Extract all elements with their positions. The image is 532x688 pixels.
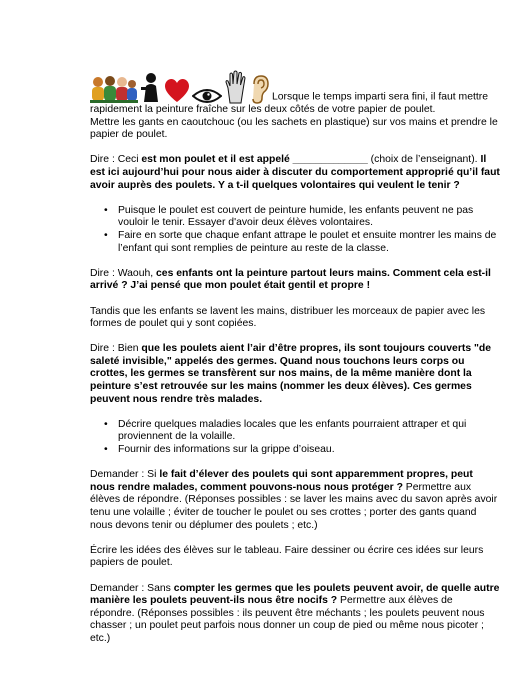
- hand-icon: [224, 70, 248, 104]
- bullet-list-2: [90, 419, 500, 457]
- ear-icon: [250, 74, 270, 104]
- p5-bold-b: le fait d’élever des poulets qui sont apparemment propres, peut nous rendre malades, comment pouvons-nous nous protéger ?: [90, 469, 473, 493]
- p7-text-a: Demander : Sans: [90, 582, 174, 594]
- p5-text-c: Permettre aux élèves de répondre. (Réponses possibles : se laver les mains avec du savon après avoir tenu une volaille ; éviter de toucher le poulet ou ses crottes ; porter des gants quand nous devons tenir ou déplumer des poulets ; etc.): [90, 481, 498, 531]
- p1-text-c: (choix de l’enseignant).: [367, 154, 481, 166]
- intro-line-2: Mettre les gants en caoutchouc (ou les sachets en plastique) sur vos mains et prendre le papier de poulet.: [90, 116, 498, 141]
- paragraph-ask-protect: [90, 469, 500, 532]
- people-group-icon: [90, 74, 138, 104]
- list-item: • Faire en sorte que chaque enfant attrape le poulet et ensuite montrer les mains de l’enfant qui sont remplies de peinture au reste de la classe.: [118, 230, 500, 255]
- paragraph-say-chicken: [90, 154, 500, 192]
- paragraph-say-germs: [90, 343, 500, 406]
- document-body: [90, 68, 500, 658]
- intro-line-1: Lorsque le temps imparti sera fini, il faut mettre rapidement la peinture fraîche sur les deux côtés de votre papier de poulet.: [90, 91, 488, 115]
- p5-text-a: Demander : Si: [90, 469, 160, 481]
- p1-text-a: Dire : Ceci: [90, 154, 142, 166]
- heart-icon: [164, 78, 190, 104]
- p7-bold-b: compter les germes que les poulets peuvent avoir, de quelle autre manière les poulets peuvent-ils nous être nocifs ?: [90, 582, 500, 607]
- list-item: • Puisque le poulet est couvert de peinture humide, les enfants peuvent ne pas vouloir le tenir. Essayer d'avoir deux élèves volontaires.: [118, 205, 500, 230]
- paragraph-say-waouh: [90, 268, 500, 293]
- p7-text-c: Permettre aux élèves de répondre. (Réponses possibles : ils peuvent être méchants ; les poulets peuvent nous chasser ; un poulet peut parfois nous donner un coup de pied ou même nous picoter ; etc.): [90, 595, 485, 644]
- paragraph-wash-hands: Tandis que les enfants se lavent les mains, distribuer les morceaux de papier avec les formes de poulet qui y sont copiées.: [90, 305, 486, 330]
- p4-text-a: Dire : Bien: [90, 343, 142, 355]
- p2-text-a: Dire : Waouh,: [90, 267, 157, 279]
- bullet-list-1: [90, 205, 500, 255]
- paragraph-write-ideas: Écrire les idées des élèves sur le tableau. Faire dessiner ou écrire ces idées sur leurs papiers de poulet.: [90, 544, 484, 569]
- list-item: • Fournir des informations sur la grippe d’oiseau.: [118, 444, 500, 457]
- p1-bold-d: Il est ici aujourd’hui pour nous aider à discuter du comportement approprié qu’il faut avoir auprès des poulets. Y a t-il quelques volontaires qui veulent le tenir ?: [90, 154, 500, 191]
- p2-bold-b: ces enfants ont la peinture partout leurs mains. Comment cela est-il arrivé ? J’ai pensé que mon poulet était gentil et propre !: [90, 267, 491, 292]
- eye-icon: [192, 88, 222, 104]
- paragraph-ask-harmful: [90, 583, 500, 646]
- list-item: • Décrire quelques maladies locales que les enfants pourraient attraper et qui proviennent de la volaille.: [118, 419, 500, 444]
- p4-bold-b: que les poulets aient l’air d’être propres, ils sont toujours couverts "de saleté invisible," appelés des germes. Quand nous touchons leurs corps ou crottes, les germes se transfèrent sur nos mains, de la même manière dont la peinture s’est retrouvée sur les mains (nommer les deux élèves). Ces germes peuvent nous rendre très malades.: [90, 343, 492, 405]
- p1-bold-b: est mon poulet et il est appelé _____________: [141, 154, 368, 166]
- sense-icons: [90, 68, 270, 104]
- child-icon: [140, 72, 162, 104]
- intro-paragraph: [90, 68, 500, 142]
